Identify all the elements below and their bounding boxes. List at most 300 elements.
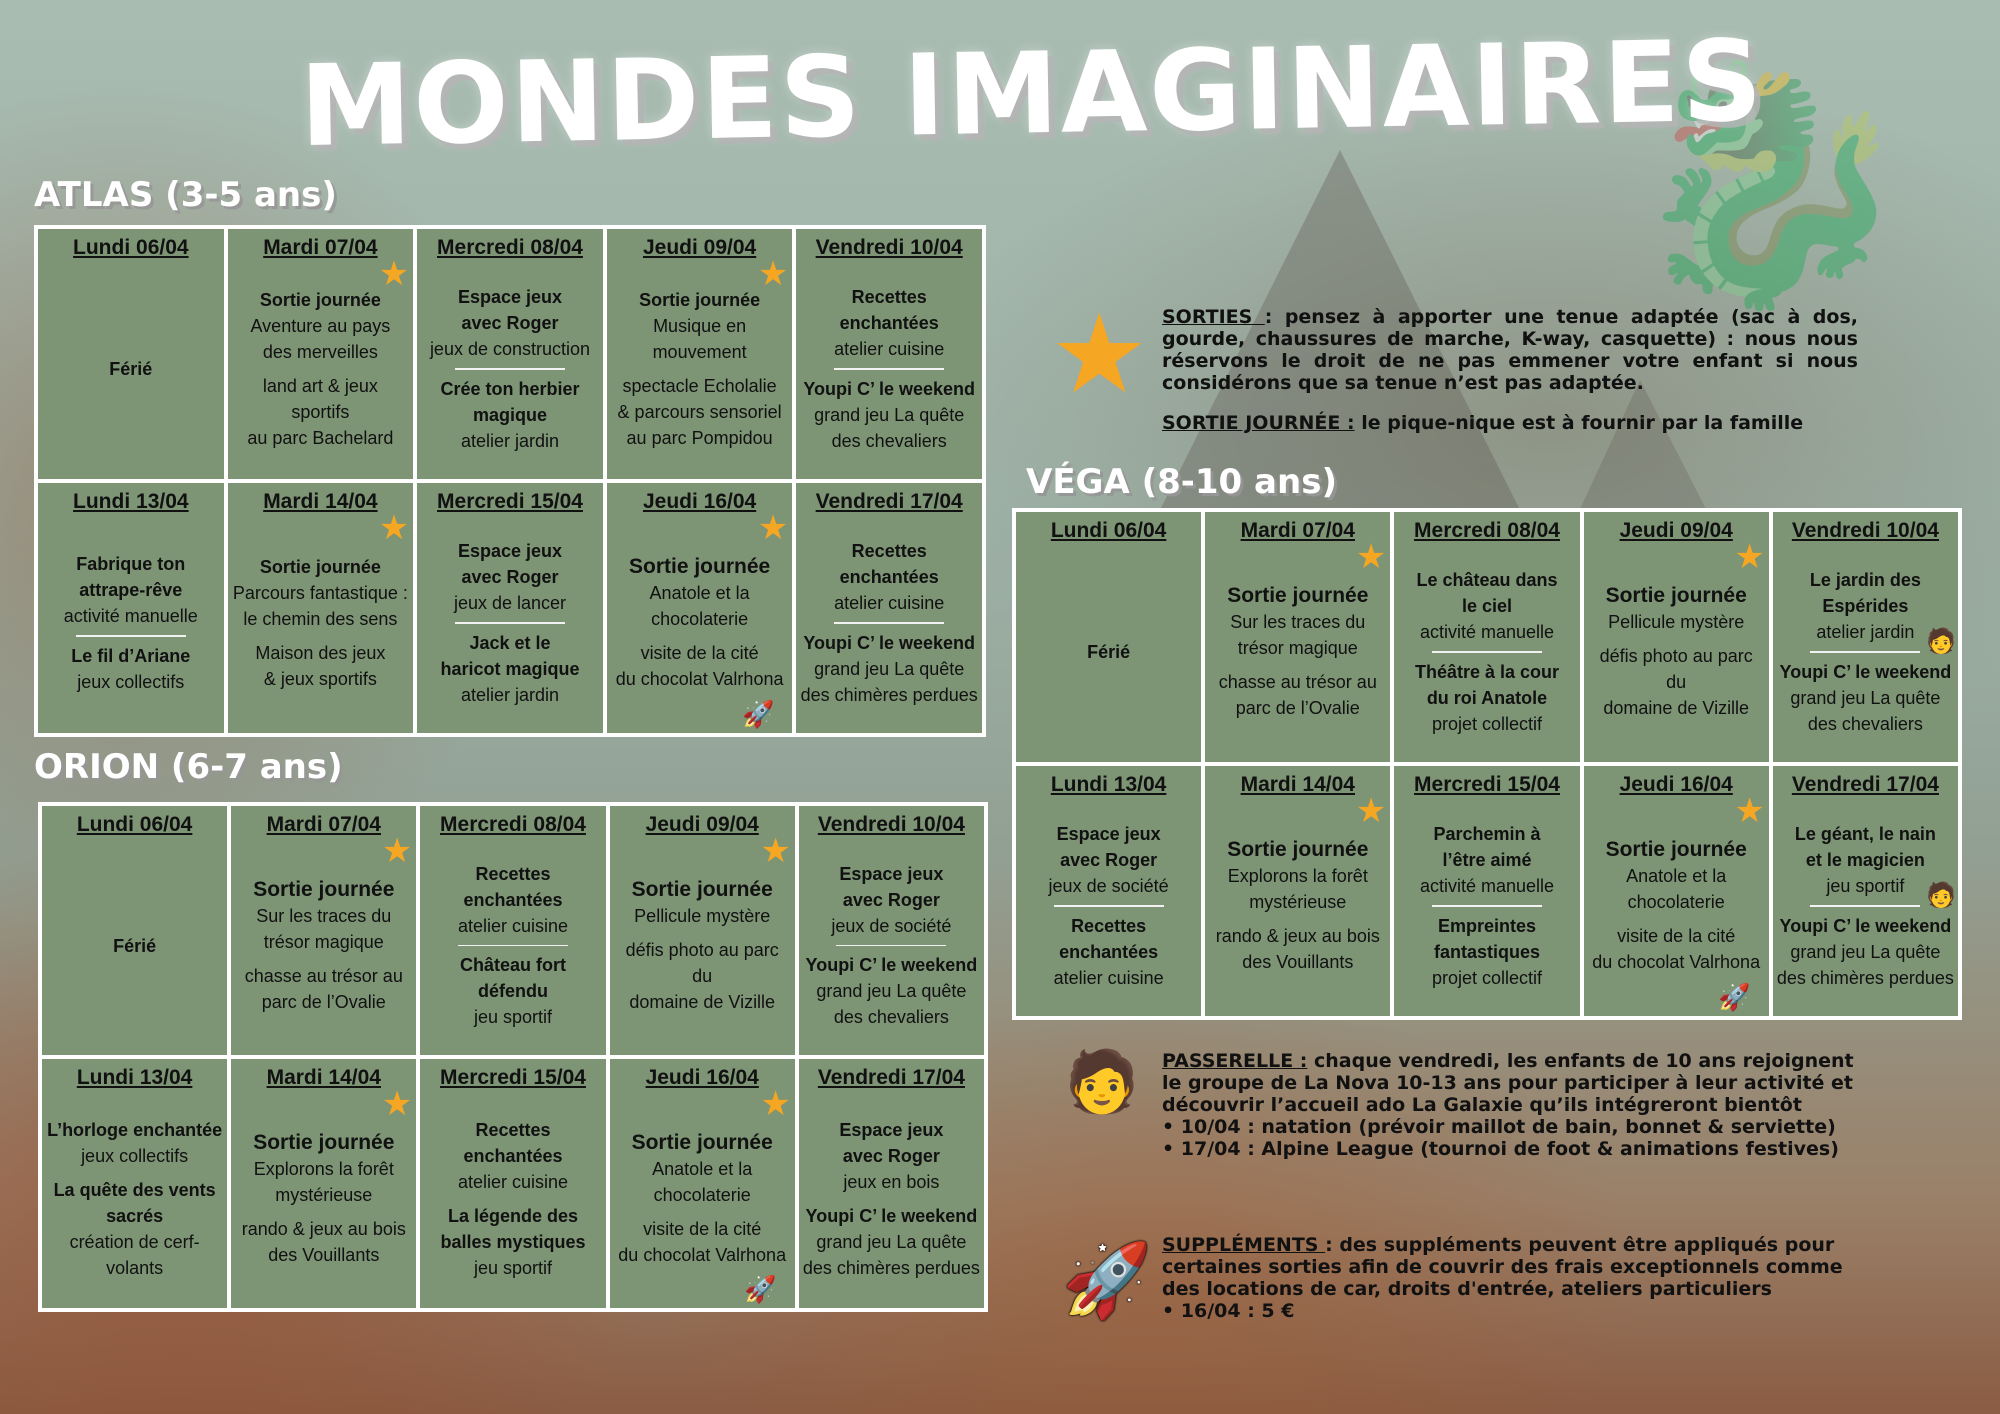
activity-detail: rando & jeux au bois [1215,926,1380,946]
activity-detail: défis photo au parc du [1599,646,1753,692]
activity-list [1588,802,1765,1010]
activity-gap [614,1208,791,1216]
schedule-cell [1205,766,1390,1016]
activity-divider [1432,651,1542,653]
activity-detail: jeux de construction [429,339,591,360]
activity-title: Férié [1087,642,1131,662]
activity-detail: land art & jeux sportifs [262,376,378,422]
activity-title: Sortie journée [1227,584,1369,607]
rocket-icon: 🚀 [742,699,775,729]
day-label: Jeudi 16/04 [645,1066,759,1089]
activity-title: haricot magique [440,658,580,679]
activity [1777,913,1954,991]
page-title: MONDES IMAGINAIRES [298,16,1766,173]
schedule-cell [228,483,414,733]
activity-list [803,1095,980,1302]
activity-detail: parc de l’Ovalie [1235,698,1360,718]
activity-list [46,842,223,1049]
schedule-cell [42,1059,227,1308]
schedule-cell [38,483,224,733]
day-label: Mercredi 08/04 [437,236,583,259]
activity-detail: Anatole et la [652,1158,753,1179]
activity-title: Le château dans [1416,570,1558,591]
activity-gap [424,1195,601,1203]
schedule-cell [1394,766,1579,1016]
activity-title: Youpi C’ le weekend [1779,915,1952,936]
activity-list [614,1095,791,1302]
activity-title: avec Roger [1060,850,1158,871]
activity-detail: Sur les traces du [256,905,392,926]
activity-title: Férié [113,935,157,956]
rocket-icon: 🚀 [744,1274,777,1304]
sorties-label: SORTIES [1162,306,1265,328]
activity-list [1209,802,1386,1010]
activity-title: enchantées [463,1145,563,1166]
activity-divider [76,635,186,637]
activity-detail: Parcours fantastique : [232,583,408,603]
activity-divider [836,945,946,947]
activity [1398,567,1575,645]
schedule-cell [610,1059,795,1308]
activity [421,284,599,362]
schedule-cell [796,483,982,733]
activity-detail: chasse au trésor au [1218,672,1377,692]
activity-detail: projet collectif [1431,967,1543,988]
schedule-grid-atlas [34,225,986,737]
activity-list [46,1095,223,1302]
day-label: Vendredi 10/04 [815,236,963,259]
activity-divider [1810,651,1920,653]
day-label: Jeudi 09/04 [642,236,757,259]
activity-detail: jeux de société [831,915,952,936]
activity-title: Sortie journée [639,290,761,310]
activity-title: Sortie journée [1605,838,1747,861]
sorties-text: : pensez à apporter une tenue adaptée (sac à dos, gourde, chaussures de marche, K-way, casquette) : nous nous réservons le droit de ne pas emmener votre enfant si nous considérons que sa tenue n’est pas adaptée. [1162,306,1858,394]
activity-detail: du chocolat Valrhona [615,669,784,689]
activity-gap [232,632,410,640]
schedule-cell [231,1059,416,1308]
activity-detail: jeux collectifs [77,671,185,692]
activity [1588,583,1765,721]
activity [803,861,980,939]
activity-list [235,1095,412,1302]
activity-list [1020,802,1197,1010]
activity-detail: activité manuelle [1419,622,1555,643]
activity [1398,913,1575,991]
dragon-icon: 🐉 [1626,56,1914,313]
activity-detail: des chimères perdues [802,1257,980,1278]
activity-title: balles mystiques [440,1231,586,1252]
activity-detail: visite de la cité [640,643,759,663]
activity [614,877,791,1015]
activity-title: Recettes [851,541,927,562]
activity-title: avec Roger [842,1145,940,1166]
schedule-cell [420,806,605,1055]
activity-title: avec Roger [461,567,559,588]
activity-detail: Anatole et la [1626,866,1727,886]
day-label: Mercredi 08/04 [1414,519,1560,542]
group-title-orion: ORION (6-7 ans) [34,747,343,787]
supplements-label: SUPPLÉMENTS [1162,1234,1326,1256]
activity-title: L’horloge enchantée [47,1119,223,1140]
sortie-journee-label: SORTIE JOURNÉE : [1162,412,1355,434]
activity-title: Le fil d’Ariane [71,645,191,666]
activity-title: Château fort [459,955,566,976]
activity-title: Recettes [475,863,551,884]
activity-title: Youpi C’ le weekend [1779,661,1952,682]
activity-detail: mystérieuse [1249,892,1347,912]
activity [800,538,978,616]
activity-detail: des Vouillants [268,1244,380,1265]
activity-detail: des chevaliers [1807,713,1923,734]
day-label: Mardi 14/04 [266,1066,381,1089]
activity-divider [1054,905,1164,907]
activity-detail: jeux de société [1048,876,1169,897]
activity-gap [611,632,789,640]
activity-list [421,265,599,473]
activity-gap [614,929,791,937]
activity-title: La quête des vents [53,1179,216,1200]
activity-detail: grand jeu La quête [814,404,965,425]
activity-detail: du chocolat Valrhona [618,1244,787,1265]
supplements-text: : des suppléments peuvent être appliqués pour certaines sorties afin de couvrir des frais exceptionnels comme des locations de car, droits d'entrée, ateliers particuliers [1162,1234,1843,1300]
activity-detail: volants [106,1257,164,1278]
star-icon: ★ [381,1085,413,1123]
group-title-vega: VÉGA (8-10 ans) [1026,462,1337,502]
day-label: Mardi 07/04 [266,813,381,836]
activity-title: avec Roger [842,889,940,910]
activity-detail: au parc Bachelard [247,428,394,448]
activity-detail: & parcours sensoriel [617,402,782,422]
activity-title: enchantées [839,313,939,334]
activity-title: Youpi C’ le weekend [805,955,978,976]
activity [232,287,410,451]
activity [800,376,978,454]
activity-title: Jack et le [469,632,551,653]
schedule-cell [1016,512,1201,762]
passerelle-info [1162,1050,1858,1160]
activity-gap [1588,915,1765,923]
day-label: Vendredi 10/04 [1791,519,1939,542]
activity-gap [232,365,410,373]
activity-detail: domaine de Vizille [629,991,776,1012]
activity-list [1588,548,1765,756]
day-label: Vendredi 17/04 [817,1066,965,1089]
activity-list [42,265,220,473]
activity [46,1117,223,1281]
activity-gap [235,1208,412,1216]
activity-detail: grand jeu La quête [1790,687,1941,708]
schedule-cell [1773,512,1958,762]
activity-detail: Anatole et la [649,583,750,603]
activity [1209,583,1386,721]
activity [424,952,601,1030]
schedule-grid-orion [38,802,988,1312]
activity [800,630,978,708]
activity-detail: jeux collectifs [81,1145,189,1166]
activity-title: Espace jeux [1056,824,1161,845]
activity-title: Sortie journée [631,1130,773,1154]
activity [803,1117,980,1281]
activity-detail: visite de la cité [1617,926,1736,946]
activity-title: Recettes [475,1119,551,1140]
activity-detail: création de cerf- [69,1231,200,1252]
schedule-cell [38,229,224,479]
activity-detail: activité manuelle [1419,876,1555,897]
activity-title: Sortie journée [253,1130,395,1154]
activity-detail: & jeux sportifs [263,669,377,689]
activity-title: avec Roger [461,313,559,334]
activity-title: Sortie journée [259,290,381,310]
day-label: Vendredi 10/04 [817,813,965,836]
activity-title: Espace jeux [839,1119,944,1140]
activity-gap [235,955,412,963]
activity [235,877,412,1015]
star-icon: ★ [760,1085,791,1123]
activity-detail: jeu sportif [1826,876,1905,897]
schedule-cell [610,806,795,1055]
star-icon: ★ [757,255,789,293]
activity-detail: défis photo au parc du [625,939,779,986]
activity-list [232,519,410,727]
star-icon: ★ [1355,792,1387,830]
schedule-cell [1394,512,1579,762]
activity-gap [803,1195,980,1203]
star-icon: ★ [760,832,791,870]
activity-detail: Musique en mouvement [652,316,747,362]
activity-title: Youpi C’ le weekend [803,632,976,653]
activity [1398,821,1575,899]
activity-list [235,842,412,1049]
schedule-cell [1016,766,1201,1016]
activity-title: Sortie journée [1605,584,1747,607]
schedule-cell [1584,512,1769,762]
activity [235,1130,412,1268]
activity-gap [1209,915,1386,923]
activity [611,554,789,692]
activity-title: Crée ton herbier [440,378,580,399]
activity-title: Parchemin à [1433,824,1541,845]
day-label: Mardi 07/04 [263,236,378,259]
sortie-journee-text: le pique-nique est à fournir par la famille [1354,412,1804,434]
sortie-journee-info [1162,412,1858,434]
rocket-icon: 🚀 [1062,1241,1152,1321]
schedule-cell [607,483,793,733]
sorties-info [1162,306,1858,394]
activity [421,538,599,616]
activity-detail: grand jeu La quête [816,981,967,1002]
activity-gap [1588,635,1765,643]
activity [800,284,978,362]
activity-detail: Explorons la forêt [1227,866,1368,886]
activity-detail: Pellicule mystère [634,905,771,926]
activity-title: l’être aimé [1442,850,1532,871]
day-label: Jeudi 16/04 [642,490,757,513]
activity-detail: au parc Pompidou [626,428,773,448]
day-label: Jeudi 09/04 [645,813,759,836]
activity-divider [458,945,568,947]
activity-title: Espérides [1822,596,1909,617]
day-label: Lundi 06/04 [1050,519,1167,542]
schedule-cell [42,806,227,1055]
activity-list [1020,548,1197,756]
activity-list [803,842,980,1049]
activity-detail: atelier cuisine [834,593,945,614]
activity [614,1130,791,1268]
activity-title: défendu [477,981,548,1002]
day-label: Vendredi 17/04 [815,490,963,513]
day-label: Mardi 14/04 [263,490,378,513]
activity [42,643,220,695]
activity-detail: des Vouillants [1242,952,1354,972]
passerelle-label: PASSERELLE : [1162,1050,1308,1072]
group-title-atlas: ATLAS (3-5 ans) [34,175,337,215]
activity-detail: Pellicule mystère [1608,612,1745,632]
activity-title: Recettes [1071,915,1147,936]
activity-detail: atelier jardin [460,684,560,705]
schedule-cell [799,806,984,1055]
supplements-info [1162,1234,1858,1322]
activity [1209,837,1386,975]
day-label: Mardi 14/04 [1240,773,1355,796]
star-icon: ★ [381,832,413,870]
activity-divider [834,368,944,370]
schedule-cell [420,1059,605,1308]
activity-list [800,519,978,727]
activity-detail: Sur les traces du [1230,612,1366,632]
activity-detail: des chimères perdues [800,684,978,705]
activity-detail: des chevaliers [831,430,947,451]
star-icon: ★ [757,509,789,547]
activity-title: le ciel [1461,596,1513,617]
activity-title: enchantées [839,567,939,588]
astronaut-icon: 🧑 [1064,1048,1140,1115]
day-label: Vendredi 17/04 [1791,773,1939,796]
activity-detail: jeux en bois [843,1171,940,1192]
activity-list [424,1095,601,1302]
activity-detail: spectacle Echolalie [622,376,777,396]
activity-detail: parc de l’Ovalie [261,991,386,1012]
activity-title: Youpi C’ le weekend [803,378,976,399]
activity-title: fantastiques [1433,941,1540,962]
activity-gap [46,1169,223,1177]
activity-list [1209,548,1386,756]
activity-list [1398,802,1575,1010]
activity [421,376,599,454]
day-label: Mercredi 15/04 [437,490,583,513]
star-icon: ★ [1355,538,1387,576]
activity [1588,837,1765,975]
activity-detail: rando & jeux au bois [241,1218,406,1239]
activity-title: Youpi C’ le weekend [805,1205,978,1226]
activity-title: Férié [109,359,153,379]
activity-list [232,265,410,473]
schedule-cell [607,229,793,479]
activity-list [421,519,599,727]
schedule-cell [796,229,982,479]
supplements-item: • 16/04 : 5 € [1162,1300,1295,1322]
astronaut-icon: 🧑 [1926,882,1956,909]
schedule-cell [231,806,416,1055]
day-label: Lundi 13/04 [73,490,189,513]
activity-detail: atelier cuisine [1053,967,1164,988]
activity-title: Le géant, le nain [1794,824,1936,845]
activity [1777,659,1954,737]
activity-detail: Aventure au pays [250,316,391,336]
rocket-icon: 🚀 [1718,982,1751,1012]
activity-title: Sortie journée [628,555,771,578]
activity-detail: chocolaterie [653,1184,751,1205]
schedule-cell [417,229,603,479]
day-label: Lundi 06/04 [76,813,193,836]
activity [42,356,220,382]
activity-title: Sortie journée [259,557,381,577]
star-icon: ★ [378,509,410,547]
activity-detail: atelier jardin [1816,622,1915,643]
activity-detail: chocolaterie [1627,892,1725,912]
schedule-cell [417,483,603,733]
activity [46,933,223,959]
day-label: Jeudi 09/04 [1619,519,1733,542]
activity-list [611,519,789,727]
activity-divider [1810,905,1920,907]
activity [421,630,599,708]
activity-detail: Maison des jeux [255,643,386,663]
activity-detail: atelier jardin [460,430,560,451]
passerelle-item: • 10/04 : natation (prévoir maillot de bain, bonnet & serviette) [1162,1116,1836,1138]
schedule-cell [1205,512,1390,762]
activity-detail: mystérieuse [275,1184,373,1205]
day-label: Lundi 06/04 [73,236,189,259]
activity-title: Sortie journée [253,877,395,901]
activity-detail: grand jeu La quête [816,1231,967,1252]
activity-detail: du chocolat Valrhona [1592,952,1761,972]
activity-list [1398,548,1575,756]
activity-detail: atelier cuisine [834,339,945,360]
activity [803,952,980,1030]
activity-gap [611,365,789,373]
activity [1020,821,1197,899]
activity-list [614,842,791,1049]
activity-title: Espace jeux [839,863,944,884]
activity-detail: atelier cuisine [457,915,569,936]
activity-detail: trésor magique [263,931,384,952]
schedule-cell [1584,766,1769,1016]
day-label: Lundi 13/04 [76,1066,193,1089]
day-label: Jeudi 16/04 [1619,773,1733,796]
activity-title: du roi Anatole [1426,687,1548,708]
activity-detail: projet collectif [1431,713,1543,734]
activity-title: Espace jeux [457,287,563,308]
activity-title: Théâtre à la cour [1414,661,1560,682]
activity [42,551,220,629]
activity-list [424,842,601,1049]
activity-title: Espace jeux [457,541,563,562]
schedule-cell [228,229,414,479]
star-icon: ★ [1734,792,1765,830]
activity-detail: atelier cuisine [457,1171,569,1192]
activity-title: magique [472,404,547,425]
activity [424,1117,601,1281]
activity-title: enchantées [1059,941,1159,962]
activity-detail: chasse au trésor au [244,965,403,986]
astronaut-icon: 🧑 [1926,628,1956,655]
activity-detail: grand jeu La quête [814,658,965,679]
day-label: Mercredi 08/04 [440,813,586,836]
activity-title: et le magicien [1805,850,1925,871]
activity-title: Sortie journée [1227,838,1369,861]
activity-detail: des chevaliers [833,1007,949,1028]
